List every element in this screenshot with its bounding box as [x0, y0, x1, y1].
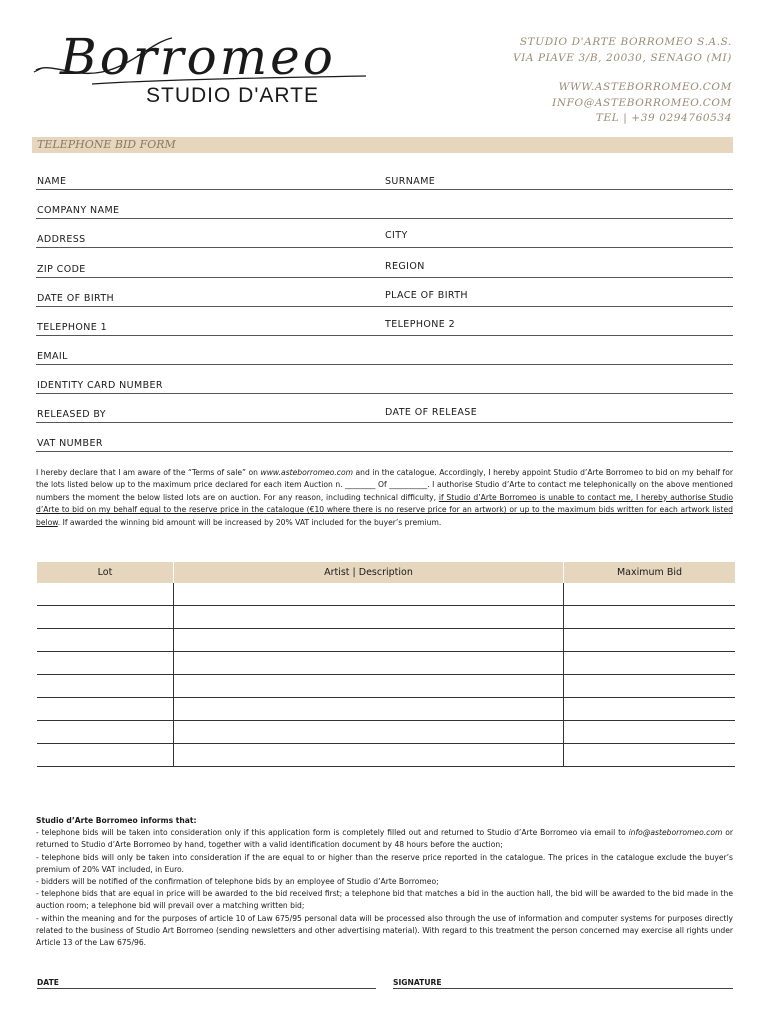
bids-table: [37, 562, 735, 767]
field-row-telephone[interactable]: [36, 316, 733, 336]
table-row: [37, 629, 735, 652]
maximum-bid-cell[interactable]: [564, 629, 736, 652]
field-label-date-of-release: DATE OF RELEASE: [385, 407, 478, 418]
table-row: [37, 652, 735, 675]
info-bullet: - telephone bids will only be taken into consideration if the are equal to or higher than the reserve price reported in the catalogue. The prices in the catalogue exclude the buyer’s premium of 20% VAT included, in Euro.: [36, 852, 733, 874]
lot-cell[interactable]: [37, 652, 174, 675]
field-row-name[interactable]: [36, 170, 733, 190]
signature-label: SIGNATURE: [393, 978, 442, 987]
maximum-bid-cell[interactable]: [564, 675, 736, 698]
maximum-bid-cell[interactable]: [564, 744, 736, 767]
field-underline: [36, 247, 733, 248]
field-label-name: NAME: [37, 176, 67, 187]
signature-line: [393, 988, 733, 989]
table-row: [37, 698, 735, 721]
field-label-place-of-birth: PLACE OF BIRTH: [385, 290, 468, 301]
company-info: [513, 35, 732, 127]
lot-cell[interactable]: [37, 698, 174, 721]
logo-script-text: Borromeo: [60, 28, 336, 86]
declaration-authorisation: if Studio d’Arte Borromeo is unable to contact me, I hereby authorise Studio d’Arte to bid on my behalf equal to the reserve price in the catalogue (€10 where there is no reserve price for an artwork) or up to the maximum bids written for each artwork listed below: [36, 492, 733, 527]
borromeo-logo: [32, 28, 372, 112]
artist-description-cell[interactable]: [174, 675, 564, 698]
artist-description-cell[interactable]: [174, 744, 564, 767]
info-bullet: - within the meaning and for the purposes of article 10 of Law 675/95 personal data will be processed also through the use of information and computer systems for purposes directly related to the business of Studio Art Borromeo (sending newsletters and other advertising material). With regard to this treatment the person concerned may exercise all rights under Article 13 of the Law 675/96.: [36, 913, 733, 948]
field-row-address[interactable]: [36, 228, 733, 248]
field-underline: [36, 306, 733, 307]
signature-field[interactable]: [393, 975, 733, 989]
field-underline: [36, 277, 733, 278]
field-row-vat-number[interactable]: [36, 432, 733, 452]
declaration-website[interactable]: www.asteborromeo.com: [260, 468, 354, 477]
field-label-telephone-2: TELEPHONE 2: [385, 319, 456, 330]
info-bullet: - telephone bids that are equal in price will be awarded to the bid received first; a telephone bid that matches a bid in the auction hall, the bid will be awarded to the bid made in the auction room; a telephone bid will prevail over a matching written bid;: [36, 889, 733, 911]
field-underline: [36, 393, 733, 394]
field-row-company-name[interactable]: [36, 199, 733, 219]
info-email[interactable]: info@asteborromeo.com: [628, 828, 723, 838]
field-underline: [36, 451, 733, 452]
lot-cell[interactable]: [37, 675, 174, 698]
logo-subtitle: STUDIO D'ARTE: [146, 84, 319, 107]
table-row: [37, 675, 735, 698]
field-label-email: EMAIL: [37, 351, 68, 362]
artist-description-cell[interactable]: [174, 629, 564, 652]
maximum-bid-cell[interactable]: [564, 606, 736, 629]
field-label-surname: SURNAME: [385, 176, 436, 187]
lot-cell[interactable]: [37, 606, 174, 629]
info-text: [36, 815, 733, 949]
form-title: TELEPHONE BID FORM: [37, 138, 176, 151]
lot-cell[interactable]: [37, 721, 174, 744]
field-row-identity-card[interactable]: [36, 374, 733, 394]
field-label-zip-code: ZIP CODE: [37, 264, 86, 275]
field-label-address: ADDRESS: [37, 234, 86, 245]
maximum-bid-cell[interactable]: [564, 583, 736, 606]
field-row-released-by[interactable]: [36, 403, 733, 423]
field-underline: [36, 422, 733, 423]
form-title-bar: [32, 137, 733, 153]
declaration-text: I hereby declare that I am aware of the “Terms of sale” on www.asteborromeo.com and in the catalogue. Accordingly, I hereby appoint Studio d’Arte Borromeo to bid on my behalf for the lots listed below up to the maximum price declared for each item Auction n. ________ Of __________. I authorise Studio d’Arte to contact me telephonically on the above mentioned numbers the moment the below listed lots are on auction. For any reason, including technical difficulty, if Studio d’Arte Borromeo is unable to contact me, I hereby authorise Studio d’Arte to bid on my behalf equal to the reserve price in the catalogue (€10 where there is no reserve price for an artwork) or up to the maximum bids written for each artwork listed below. If awarded the winning bid amount will be increased by 20% VAT included for the buyer’s premium.: [36, 468, 733, 527]
date-line: [37, 988, 376, 989]
lot-cell[interactable]: [37, 744, 174, 767]
field-row-zip-code[interactable]: [36, 258, 733, 278]
maximum-bid-cell[interactable]: [564, 652, 736, 675]
company-phone: TEL | +39 0294760534: [595, 112, 732, 124]
field-label-identity-card-number: IDENTITY CARD NUMBER: [37, 380, 163, 391]
field-label-date-of-birth: DATE OF BIRTH: [37, 293, 115, 304]
table-row: [37, 721, 735, 744]
date-label: DATE: [37, 978, 59, 987]
column-header-maximum-bid: Maximum Bid: [564, 562, 736, 583]
artist-description-cell[interactable]: [174, 583, 564, 606]
company-address: VIA PIAVE 3/B, 20030, SENAGO (MI): [512, 51, 732, 64]
column-header-artist-description: Artist | Description: [174, 562, 564, 583]
lot-cell[interactable]: [37, 583, 174, 606]
field-label-telephone-1: TELEPHONE 1: [37, 322, 108, 333]
lot-cell[interactable]: [37, 629, 174, 652]
artist-description-cell[interactable]: [174, 652, 564, 675]
table-row: [37, 606, 735, 629]
field-label-vat-number: VAT NUMBER: [37, 438, 103, 449]
info-bullet: - telephone bids will be taken into consideration only if this application form is completely filled out and returned to Studio d’Arte Borromeo via email to info@asteborromeo.com or returned to Studio d’Arte Borromeo by hand, together with a valid identification document by 48 hours before the auction;: [36, 828, 733, 850]
field-label-city: CITY: [385, 230, 408, 241]
table-row: [37, 744, 735, 767]
maximum-bid-cell[interactable]: [564, 698, 736, 721]
company-email[interactable]: INFO@ASTEBORROMEO.COM: [552, 96, 732, 109]
field-underline: [36, 364, 733, 365]
bids-table-body: [37, 583, 735, 767]
table-row: [37, 583, 735, 606]
company-website[interactable]: WWW.ASTEBORROMEO.COM: [558, 81, 732, 93]
field-underline: [36, 189, 733, 190]
field-label-company-name: COMPANY NAME: [37, 205, 120, 216]
date-signature-field[interactable]: [37, 975, 376, 989]
field-row-date-of-birth[interactable]: [36, 287, 733, 307]
field-underline: [36, 335, 733, 336]
artist-description-cell[interactable]: [174, 721, 564, 744]
company-name: STUDIO D'ARTE BORROMEO S.A.S.: [519, 36, 732, 48]
bids-table-header: [37, 562, 735, 583]
field-label-region: REGION: [385, 261, 425, 272]
maximum-bid-cell[interactable]: [564, 721, 736, 744]
column-header-lot: Lot: [37, 562, 174, 583]
info-bullet: - bidders will be notified of the confirmation of telephone bids by an employee of Studio d’Arte Borromeo;: [36, 877, 439, 887]
artist-description-cell[interactable]: [174, 606, 564, 629]
info-title: Studio d’Arte Borromeo informs that:: [36, 816, 197, 825]
field-label-released-by: RELEASED BY: [37, 409, 106, 420]
artist-description-cell[interactable]: [174, 698, 564, 721]
field-row-email[interactable]: [36, 345, 733, 365]
field-underline: [36, 218, 733, 219]
